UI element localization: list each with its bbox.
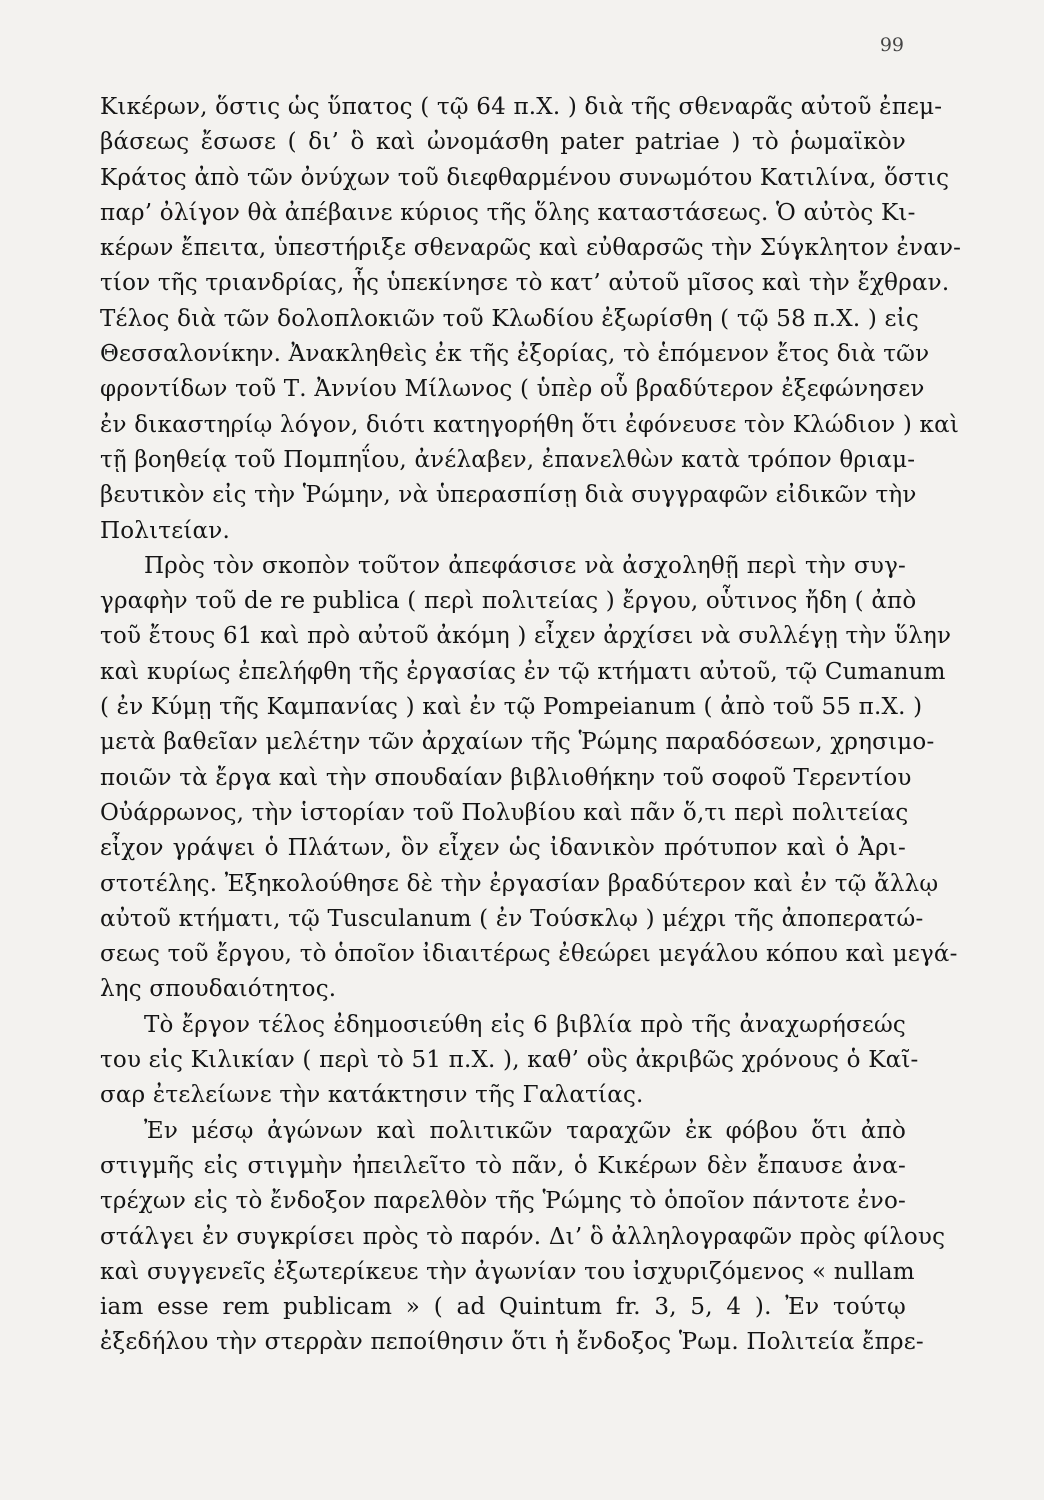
body-text <box>100 90 962 1361</box>
text-line: στάλγει ἐν συγκρίσει πρὸς τὸ παρόν. Δι’ ὃ ἀλληλογραφῶν πρὸς φίλους <box>100 1223 946 1250</box>
text-line: τρέχων εἰς τὸ ἔνδοξον παρελθὸν τῆς Ῥώμης τὸ ὁποῖον πάντοτε ἐνο- <box>100 1188 906 1215</box>
text-line: τοῦ ἔτους 61 καὶ πρὸ αὐτοῦ ἀκόμη ) εἶχεν ἀρχίσει νὰ συλλέγῃ τὴν ὕλην <box>100 623 952 650</box>
text-line: καὶ κυρίως ἐπελήφθη τῆς ἐργασίας ἐν τῷ κτήματι αὐτοῦ, τῷ Cumanum <box>100 658 946 685</box>
text-line: μετὰ βαθεῖαν μελέτην τῶν ἀρχαίων τῆς Ῥώμης παραδόσεων, χρησιμο- <box>100 729 935 756</box>
text-line: στιγμῆς εἰς στιγμὴν ἠπειλεῖτο τὸ πᾶν, ὁ Κικέρων δὲν ἔπαυσε ἀνα- <box>100 1152 906 1179</box>
text-line: στοτέλης. Ἐξηκολούθησε δὲ τὴν ἐργασίαν βραδύτερον καὶ ἐν τῷ ἄλλῳ <box>100 870 939 897</box>
paragraph <box>100 90 962 549</box>
text-line: φροντίδων τοῦ Τ. Ἀννίου Μίλωνος ( ὑπὲρ οὗ βραδύτερον ἐξεφώνησεν <box>100 376 925 403</box>
text-line: κέρων ἔπειτα, ὑπεστήριξε σθεναρῶς καὶ εὐθαρσῶς τὴν Σύγκλητον ἐναν- <box>100 235 962 262</box>
paragraph <box>100 549 958 1008</box>
text-line: ἐξεδήλου τὴν στερρὰν πεποίθησιν ὅτι ἡ ἔνδοξος Ῥωμ. Πολιτεία ἔπρε- <box>100 1329 924 1356</box>
text-line: ( ἐν Κύμῃ τῆς Καμπανίας ) καὶ ἐν τῷ Pompeianum ( ἀπὸ τοῦ 55 π.Χ. ) <box>100 694 923 721</box>
text-line: Τέλος διὰ τῶν δολοπλοκιῶν τοῦ Κλωδίου ἐξωρίσθη ( τῷ 58 π.Χ. ) εἰς <box>100 305 919 332</box>
text-line: ποιῶν τὰ ἔργα καὶ τὴν σπουδαίαν βιβλιοθήκην τοῦ σοφοῦ Τερεντίου <box>100 764 912 791</box>
text-line: Ἐν μέσῳ ἀγώνων καὶ πολιτικῶν ταραχῶν ἐκ φόβου ὅτι ἀπὸ <box>144 1117 906 1144</box>
text-line: τίον τῆς τριανδρίας, ἧς ὑπεκίνησε τὸ κατ’ αὐτοῦ μῖσος καὶ τὴν ἔχθραν. <box>100 270 950 297</box>
text-line: καὶ συγγενεῖς ἐξωτερίκευε τὴν ἀγωνίαν του ἰσχυριζόμενος « nullam <box>100 1258 915 1285</box>
text-line: Κράτος ἀπὸ τῶν ὀνύχων τοῦ διεφθαρμένου συνωμότου Κατιλίνα, ὅστις <box>100 164 950 191</box>
text-line: σαρ ἐτελείωνε τὴν κατάκτησιν τῆς Γαλατίας. <box>100 1082 644 1109</box>
page-number: 99 <box>879 34 904 56</box>
text-line: αὐτοῦ κτήματι, τῷ Tusculanum ( ἐν Τούσκλῳ ) μέχρι τῆς ἀποπερατώ- <box>100 905 924 932</box>
text-line: παρ’ ὀλίγον θὰ ἀπέβαινε κύριος τῆς ὅλης καταστάσεως. Ὁ αὐτὸς Κι- <box>100 199 916 226</box>
text-line: Οὐάρρωνος, τὴν ἱστορίαν τοῦ Πολυβίου καὶ πᾶν ὅ,τι περὶ πολιτείας <box>100 799 909 826</box>
text-line: iam esse rem publicam » ( ad Quintum fr. 3, 5, 4 ). Ἐν τούτῳ <box>100 1294 906 1321</box>
paragraph <box>100 1114 946 1361</box>
text-line: τῇ βοηθείᾳ τοῦ Πομπηΐου, ἀνέλαβεν, ἐπανελθὼν κατὰ τρόπον θριαμ- <box>100 446 916 473</box>
text-line: Πρὸς τὸν σκοπὸν τοῦτον ἀπεφάσισε νὰ ἀσχοληθῇ περὶ τὴν συγ- <box>144 552 906 579</box>
text-line: ἐν δικαστηρίῳ λόγον, διότι κατηγορήθη ὅτι ἐφόνευσε τὸν Κλώδιον ) καὶ <box>100 411 960 438</box>
text-line: βάσεως ἔσωσε ( δι’ ὃ καὶ ὠνομάσθη pater patriae ) τὸ ῥωμαϊκὸν <box>100 129 906 156</box>
text-line: γραφὴν τοῦ de re publica ( περὶ πολιτείας ) ἔργου, οὗτινος ἤδη ( ἀπὸ <box>100 588 917 615</box>
text-line: του εἰς Κιλικίαν ( περὶ τὸ 51 π.Χ. ), καθ’ οὓς ἀκριβῶς χρόνους ὁ Καῖ- <box>100 1047 919 1074</box>
text-line: Κικέρων, ὅστις ὡς ὕπατος ( τῷ 64 π.Χ. ) διὰ τῆς σθεναρᾶς αὐτοῦ ἐπεμ- <box>100 94 943 120</box>
text-line: Τὸ ἔργον τέλος ἐδημοσιεύθη εἰς 6 βιβλία πρὸ τῆς ἀναχωρήσεώς <box>144 1011 906 1038</box>
text-line: Θεσσαλονίκην. Ἀνακληθεὶς ἐκ τῆς ἐξορίας, τὸ ἑπόμενον ἔτος διὰ τῶν <box>100 341 930 368</box>
paragraph <box>100 1008 919 1114</box>
text-line: Πολιτείαν. <box>100 517 230 544</box>
text-line: σεως τοῦ ἔργου, τὸ ὁποῖον ἰδιαιτέρως ἐθεώρει μεγάλου κόπου καὶ μεγά- <box>100 941 958 968</box>
text-line: βευτικὸν εἰς τὴν Ῥώμην, νὰ ὑπερασπίσῃ διὰ συγγραφῶν εἰδικῶν τὴν <box>100 482 917 509</box>
text-line: λης σπουδαιότητος. <box>100 976 337 1003</box>
text-line: εἶχον γράψει ὁ Πλάτων, ὃν εἶχεν ὡς ἰδανικὸν πρότυπον καὶ ὁ Ἀρι- <box>100 835 906 862</box>
